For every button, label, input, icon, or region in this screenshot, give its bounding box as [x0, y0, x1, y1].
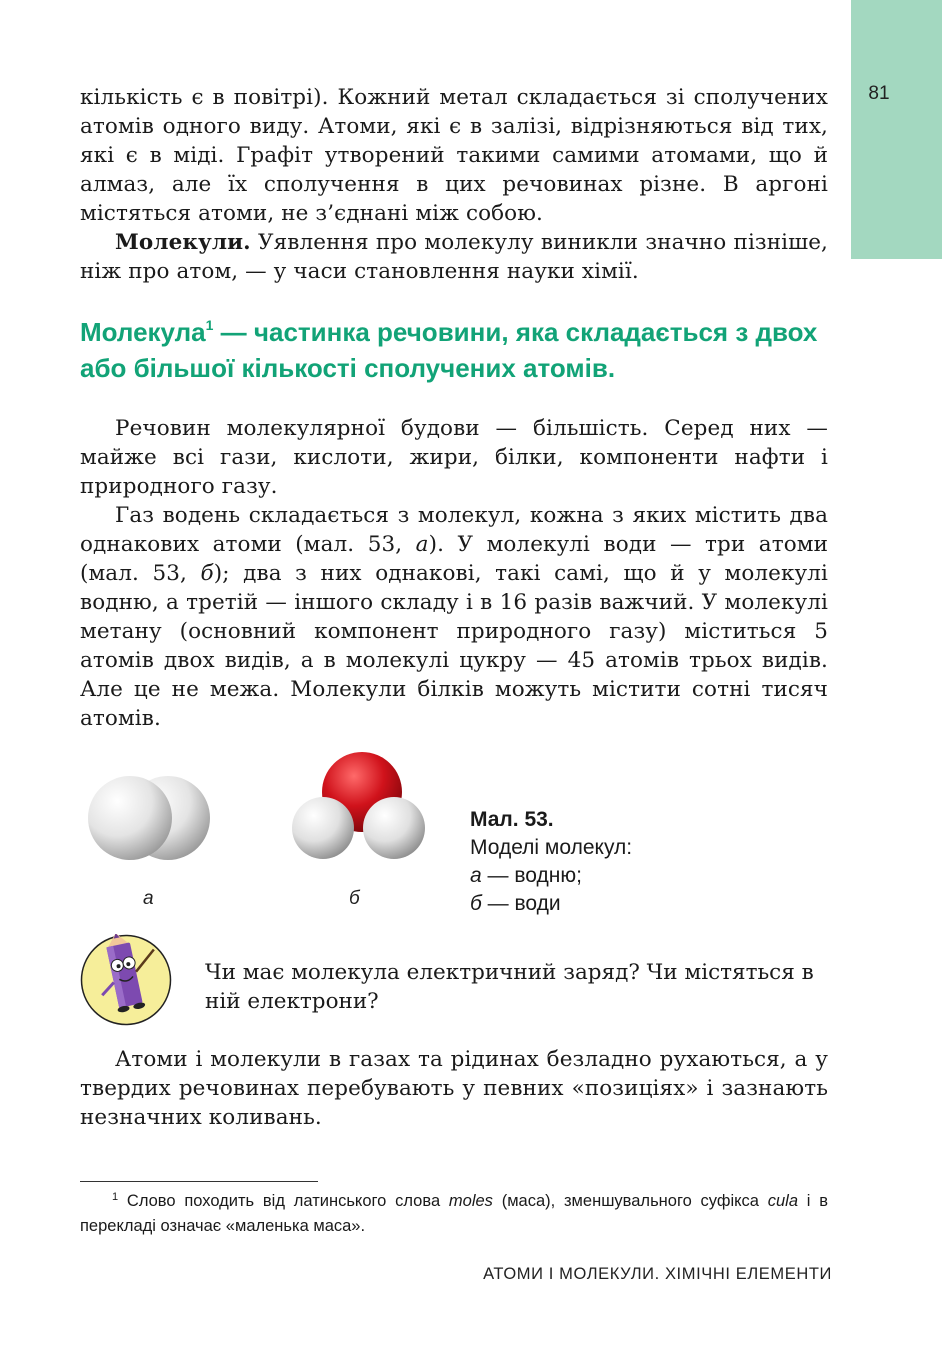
chapter-tab [851, 0, 942, 259]
definition-footnote-mark: 1 [205, 317, 214, 333]
running-footer: АТОМИ І МОЛЕКУЛИ. ХІМІЧНІ ЕЛЕМЕНТИ [483, 1265, 832, 1283]
caption-line-b [470, 890, 770, 918]
caption-text-b: — води [481, 892, 561, 915]
caption-text-a: — водню; [481, 864, 582, 887]
figure-label-a: а [143, 888, 154, 909]
pencil-character-icon [80, 934, 172, 1026]
molecule-definition [80, 314, 840, 386]
figure-ref-a: а [415, 532, 429, 557]
paragraph-hydrogen-water [80, 501, 828, 733]
footnote-divider [80, 1181, 318, 1182]
paragraph-molecular-substances: Речовин молекулярної будови — більшість. Серед них — майже всі гази, кислоти, жири, білки, компоненти нафти і природного газу. [80, 416, 828, 499]
caption-title: Мал. 53. [470, 808, 554, 831]
footnote-word-moles: moles [448, 1192, 493, 1210]
definition-term: Молекула [80, 317, 206, 347]
paragraph-hydrogen-part-2: ). У молекулі води — три атоми (мал. 53, [80, 532, 829, 586]
hydrogen-molecule-model [84, 766, 214, 870]
caption-letter-b: б [470, 892, 482, 915]
water-hydrogen-atom-2 [363, 797, 425, 859]
caption-letter-a: а [470, 864, 482, 887]
footnote-mark: 1 [112, 1191, 119, 1203]
hydrogen-atom-2 [88, 776, 172, 860]
paragraph-atoms-continued: кількість є в повітрі). Кожний метал складається зі сполучених атомів одного виду. Атоми, які є в залізі, відрізняються від тих, які є в міді. Графіт утворений такими самими атомами, що й алмаз, але їх сполучення в цих речовинах різне. В аргоні містяться атоми, не з’єднані між собою. [80, 85, 828, 226]
footnote-word-cula: cula [767, 1192, 799, 1210]
figure-caption [470, 806, 770, 918]
water-molecule-model [290, 752, 430, 864]
paragraph-molecules-text: Уявлення про молекулу виникли значно пізніше, ніж про атом, — у часи становлення науки хімії. [80, 230, 828, 284]
paragraph-motion: Атоми і молекули в газах та рідинах безладно рухаються, а у твердих речовинах перебувають у певних «позиціях» і зазнають незначних коливань. [80, 1047, 828, 1130]
page-number: 81 [868, 83, 890, 104]
term-molecules: Молекули. [115, 230, 251, 255]
footnote [80, 1189, 828, 1239]
water-hydrogen-atom-1 [292, 797, 354, 859]
footnote-part-3: і в перекладі означає «маленька маса». [80, 1192, 829, 1235]
paragraph-hydrogen-part-3: ); два з них однакові, такі самі, що й у молекулі водню, а третій — іншого складу і в 16 разів важчий. У молекулі метану (основний компонент природного газу) міститься 5 атомів двох видів, а в молекулі цукру — 45 атомів трьох видів. Але це не межа. Молекули білків можуть містити сотні тисяч атомів. [80, 561, 828, 731]
caption-line-1: Моделі молекул: [470, 836, 633, 859]
figure-label-b: б [349, 888, 360, 909]
footnote-part-1: Слово походить від латинського слова [118, 1192, 449, 1210]
question-text: Чи має молекула електричний заряд? Чи містяться в ній електрони? [205, 960, 814, 1014]
paragraph-hydrogen-part-1: Газ водень складається з молекул, кожна з яких містить два однакових атоми (мал. 53, [80, 503, 828, 557]
figure-ref-b: б [200, 561, 214, 586]
definition-text: — частинка речовини, яка складається з двох або більшої кількості сполучених атомів. [80, 317, 818, 383]
caption-line-a [470, 862, 770, 890]
paragraph-molecules-intro [80, 228, 828, 286]
footnote-part-2: (маса), зменшувального суфікса [492, 1192, 768, 1210]
